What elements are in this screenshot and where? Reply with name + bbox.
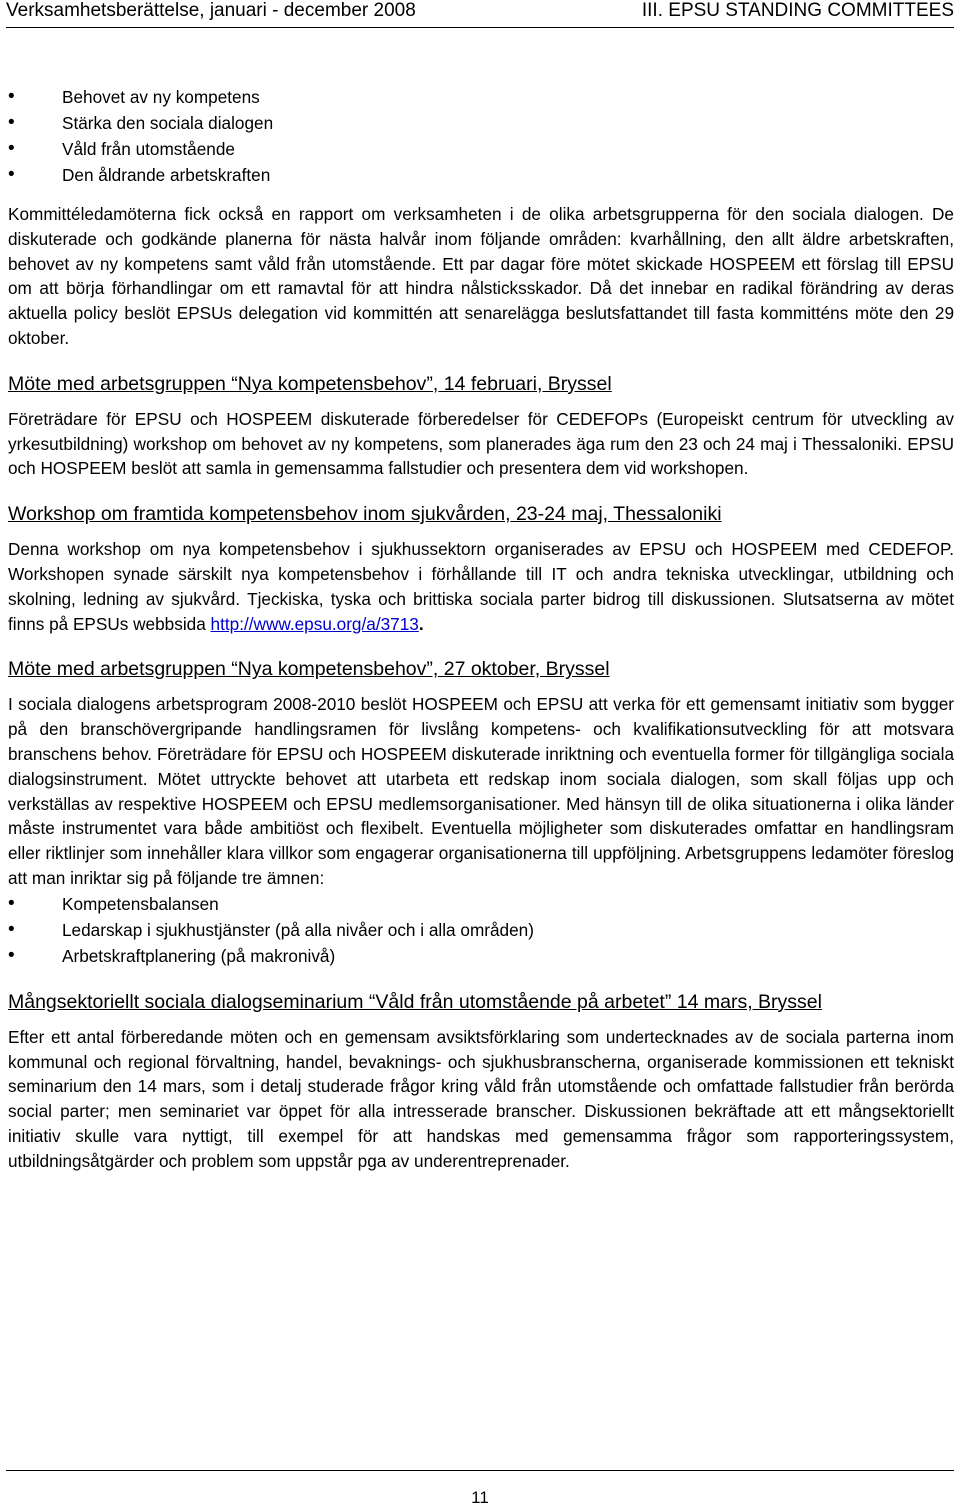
footer-divider xyxy=(6,1470,954,1471)
bullet-icon: • xyxy=(8,112,15,133)
bullet-icon: • xyxy=(8,944,15,966)
list-item: • Arbetskraftplanering (på makronivå) xyxy=(8,943,954,969)
section-body-workshop-thessaloniki: Denna workshop om nya kompetensbehov i sjukhussektorn organiserades av EPSU och HOSPEEM med CEDEFOP. Workshopen synade särskilt nya kompetensbehov i förhållande till IT och andra tekniska utvecklingar, utbildning och skolning, ledning av sjukvård. Tjeckiska, tyska och brittiska sociala parter bidrog till diskussionen. Slutsatserna av mötet finns på EPSUs webbsida http://www.epsu.org/a/3713. xyxy=(8,539,954,634)
header-divider xyxy=(6,27,954,28)
bullet-icon: • xyxy=(8,918,15,940)
section-body-seminar-vald: Efter ett antal förberedande möten och en gemensam avsiktsförklaring som undertecknades av de sociala parterna inom kommunal och regional förvaltning, handel, bevaknings- och sjukhusbranscherna, organiserade kommissionen ett tekniskt seminarium den 14 mars, som i detalj studerade frågor kring våld från utomstående och omfattade fallstudier från berörda social parter; men seminariet var öppet för alla intresserade branscher. Diskussionen bekräftade att ett mångsektoriellt initiativ skulle vara nyttigt, till exempel för att handskas med gemensamma frågor som rapporteringssystem, utbildningsåtgärder och problem som uppstår pga av underentreprenader. xyxy=(8,1026,954,1171)
section-body-kompetensbehov-okt: I sociala dialogens arbetsprogram 2008-2010 beslöt HOSPEEM och EPSU att verka för ett gemensamt initiativ som bygger på den branschövergripande handlingsramen för livslång kompetens- och kvalifikationsutveckling för att motsvara branschens behov. Företrädare för EPSU och HOSPEEM diskuterade inriktning och eventuella former för tillgängliga sociala dialogsinstrument. Mötet uttryckte behovet att utarbeta ett redskap inom sociala dialogen, som skall följas upp och verkställas av respektive HOSPEEM och EPSU medlemsorganisationer. Med hänsyn till de olika situationerna i olika länder måste instrumentet vara både ambitiöst och flexibelt. Eventuella möjligheter som diskuterades omfattar en handlingsram eller riktlinjer som innehåller klara villkor som engagerar organisationerna till uppföljning. Arbetsgruppens ledamöter föreslog att man inriktar sig på följande tre ämnen: xyxy=(8,694,954,888)
intro-bullet-list xyxy=(8,84,954,188)
committee-paragraph: Kommittéledamöterna fick också en rapport om verksamheten i de olika arbetsgrupperna för den sociala dialogen. De diskuterade och godkände planerna för nästa halvår inom följande områden: kvarhållning, den allt äldre arbetskraften, behovet av ny kompetens samt våld från utomstående. Ett par dagar före mötet skickade HOSPEEM ett förslag till EPSU om att börja förhandlingar om ett ramavtal för att hindra nålsticksskador. Då det innebar en radikal förändring av deras aktuella policy beslöt EPSUs delegation vid kommittén att senarelägga beslutsfattandet till fasta kommitténs möte den 29 oktober. xyxy=(8,204,954,348)
topics-bullet-list xyxy=(8,891,954,969)
page-header xyxy=(0,0,960,32)
section-heading-workshop-thessaloniki: Workshop om framtida kompetensbehov inom sjukvården, 23-24 maj, Thessaloniki xyxy=(8,503,722,526)
page-number: 11 xyxy=(471,1488,489,1507)
section-heading-kompetensbehov-feb: Möte med arbetsgruppen “Nya kompetensbehov”, 14 februari, Bryssel xyxy=(8,372,612,395)
section-heading-kompetensbehov-okt: Möte med arbetsgruppen “Nya kompetensbehov”, 27 oktober, Bryssel xyxy=(8,658,610,681)
list-item: • Den åldrande arbetskraften xyxy=(8,162,954,188)
page-content xyxy=(8,84,954,1174)
bullet-icon: • xyxy=(8,164,15,185)
bullet-icon: • xyxy=(8,138,15,159)
bullet-icon: • xyxy=(8,892,15,914)
list-item: • Ledarskap i sjukhustjänster (på alla nivåer och i alla områden) xyxy=(8,917,954,943)
section-body-kompetensbehov-feb: Företrädare för EPSU och HOSPEEM diskuterade förberedelser för CEDEFOPs (Europeiskt centrum för utveckling av yrkesutbildning) workshop om behovet av ny kompetens, som planerades äga rum den 23 och 24 maj i Thessaloniki. EPSU och HOSPEEM beslöt att samla in gemensamma fallstudier och presentera dem vid workshopen. xyxy=(8,408,954,479)
list-item: • Kompetensbalansen xyxy=(8,891,954,917)
bullet-icon: • xyxy=(8,86,15,107)
epsu-website-link[interactable]: http://www.epsu.org/a/3713 xyxy=(210,613,419,634)
header-chapter-title: III. EPSU STANDING COMMITTEES xyxy=(641,0,954,21)
header-document-title: Verksamhetsberättelse, januari - december 2008 xyxy=(6,0,416,21)
section-heading-seminar-vald: Mångsektoriellt sociala dialogseminarium “Våld från utomstående på arbetet” 14 mars, Bryssel xyxy=(8,990,822,1013)
list-item: • Våld från utomstående xyxy=(8,136,954,162)
list-item: • Stärka den sociala dialogen xyxy=(8,110,954,136)
list-item: • Behovet av ny kompetens xyxy=(8,84,954,110)
